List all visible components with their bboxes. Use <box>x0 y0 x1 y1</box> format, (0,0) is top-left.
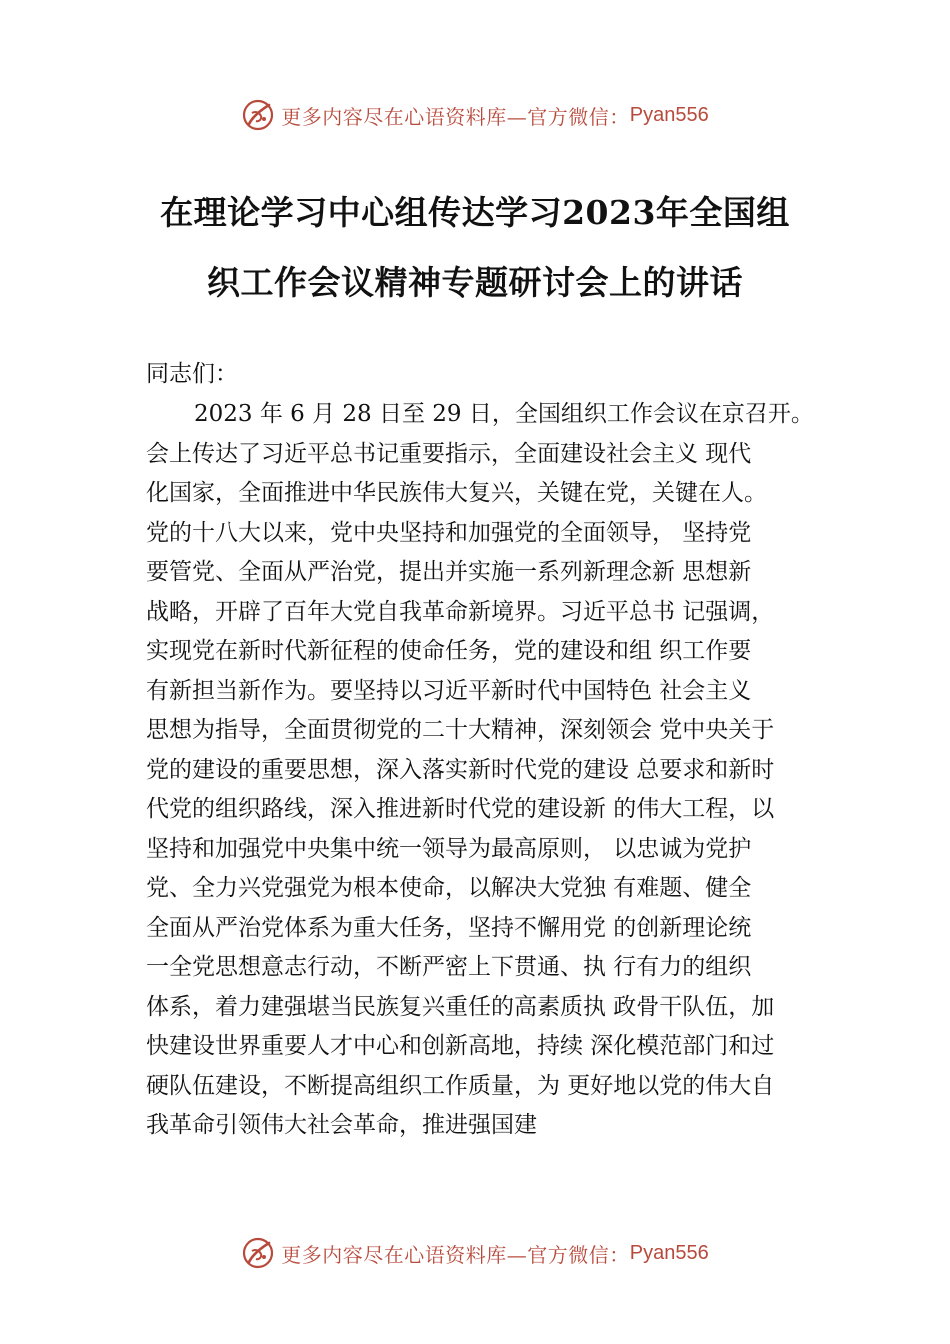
seal-logo-icon <box>241 98 275 132</box>
document-title-line-2: 织工作会议精神专题研讨会上的讲话 <box>207 263 743 302</box>
body-line: 化国家，全面推进中华民族伟大复兴，关键在党，关键在人。 <box>146 480 767 506</box>
body-line: 快建设世界重要人才中心和创新高地，持续 深化模范部门和过 <box>146 1033 775 1059</box>
body-line: 坚持和加强党中央集中统一领导为最高原则， 以忠诚为党护 <box>146 835 752 862</box>
body-line: 硬队伍建设，不断提高组织工作质量，为 更好地以党的伟大自 <box>146 1072 775 1099</box>
body-line: 要管党、全面从严治党，提出并实施一系列新理念新 思想新 <box>146 559 752 585</box>
body-line: 2023 年 6 月 28 日至 29 日，全国组织工作会议在京召开。 <box>194 401 814 427</box>
body-line: 我革命引领伟大社会革命，推进强国建 <box>146 1112 537 1138</box>
watermark-text: 更多内容尽在心语资料库—官方微信： <box>281 1242 630 1267</box>
body-line: 代党的组织路线，深入推进新时代党的建设新 的伟大工程，以 <box>146 796 775 822</box>
watermark-text: 更多内容尽在心语资料库—官方微信： <box>281 104 630 129</box>
body-line: 战略，开辟了百年大党自我革命新境界。习近平总书 记强调， <box>146 598 775 625</box>
body-line: 全面从严治党体系为重大任务，坚持不懈用党 的创新理论统 <box>146 914 752 941</box>
body-line: 会上传达了习近平总书记重要指示，全面建设社会主义 现代 <box>146 440 752 467</box>
watermark-wechat-id: Pyan556 <box>629 103 709 126</box>
salutation: 同志们： <box>146 361 238 387</box>
watermark-header <box>0 95 950 135</box>
body-line: 党的十八大以来，党中央坚持和加强党的全面领导， 坚持党 <box>146 519 752 546</box>
body-line: 党的建设的重要思想，深入落实新时代党的建设 总要求和新时 <box>146 756 775 783</box>
body-line: 实现党在新时代新征程的使命任务，党的建设和组 织工作要 <box>146 638 752 664</box>
body-line: 思想为指导，全面贯彻党的二十大精神，深刻领会 党中央关于 <box>146 717 775 743</box>
body-line: 一全党思想意志行动，不断严密上下贯通、执 行有力的组织 <box>146 954 752 980</box>
seal-logo-icon <box>241 1236 275 1270</box>
body-line: 党、全力兴党强党为根本使命，以解决大党独 有难题、健全 <box>146 875 752 901</box>
document-body <box>146 397 846 1148</box>
watermark-wechat-id: Pyan556 <box>629 1241 709 1264</box>
body-line: 体系，着力建强堪当民族复兴重任的高素质执 政骨干队伍，加 <box>146 993 775 1020</box>
body-line: 有新担当新作为。要坚持以习近平新时代中国特色 社会主义 <box>146 677 752 704</box>
watermark-footer <box>0 1233 950 1273</box>
document-title-line-1: 在理论学习中心组传达学习2023年全国组 <box>160 193 790 232</box>
